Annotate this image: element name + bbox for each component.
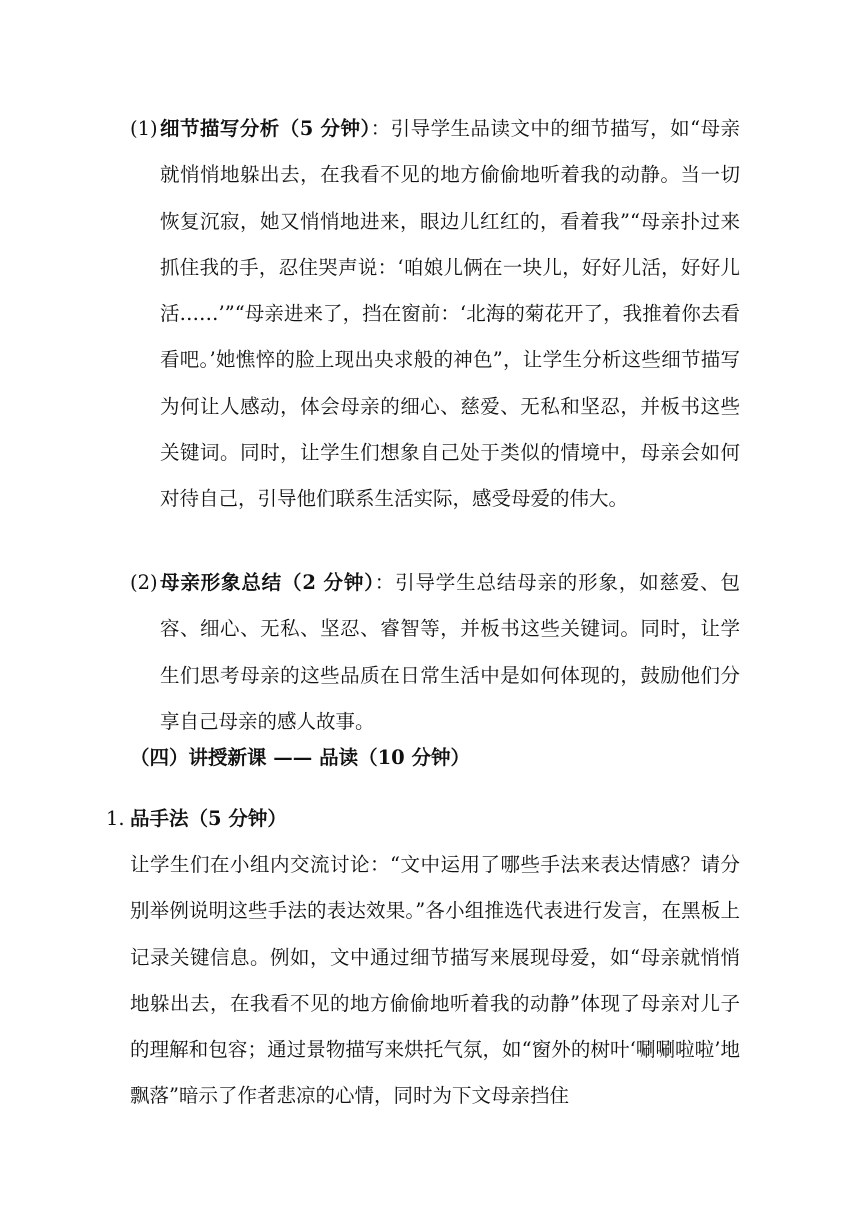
list-item-body [160,106,740,523]
subsection-title: 品手法（5 分钟） [130,807,287,830]
list-item-title: 细节描写分析（5 分钟） [160,117,371,140]
body-paragraph: 让学生们在小组内交流讨论：“文中运用了哪些手法来表达情感？请分别举例说明这些手法的表达效果。”各小组推选代表进行发言，在黑板上记录关键信息。例如，文中通过细节描写来展现母爱，如“母亲就悄悄地躲出去，在我看不见的地方偷偷地听着我的动静”体现了母亲对儿子的理解和包容；通过景物描写来烘托气氛，如“窗外的树叶‘唰唰啦啦’地飘落”暗示了作者悲凉的心情，同时为下文母亲挡住 [130,853,740,1108]
list-item-mother-summary [130,560,740,745]
list-item-text: ：引导学生品读文中的细节描写，如“母亲就悄悄地躲出去，在我看不见的地方偷偷地听着我的动静。当一切恢复沉寂，她又悄悄地进来，眼边儿红红的，看着我”“母亲扑过来抓住我的手，忍住哭声说：‘咱娘儿俩在一块儿，好好儿活，好好儿活……’”“母亲进来了，挡在窗前：‘北海的菊花开了，我推着你去看看吧。’她憔悴的脸上现出央求般的神色”，让学生分析这些细节描写为何让人感动，体会母亲的细心、慈爱、无私和坚忍，并板书这些关键词。同时，让学生们想象自己处于类似的情境中，母亲会如何对待自己，引导他们联系生活实际，感受母爱的伟大。 [160,117,740,511]
subsection-number: 1. [106,807,125,830]
list-number: (1) [130,117,158,140]
list-item-detail-analysis [130,106,740,523]
subsection-heading [106,796,287,842]
list-number: (2) [130,571,158,594]
list-item-title: 母亲形象总结（2 分钟） [160,571,375,594]
list-item-text: ：引导学生总结母亲的形象，如慈爱、包容、细心、无私、坚忍、睿智等，并板书这些关键词。同时，让学生们思考母亲的这些品质在日常生活中是如何体现的，鼓励他们分享自己母亲的感人故事。 [160,571,740,733]
section-heading: （四）讲授新课 —— 品读（10 分钟） [130,746,471,769]
list-item-body [160,560,740,745]
